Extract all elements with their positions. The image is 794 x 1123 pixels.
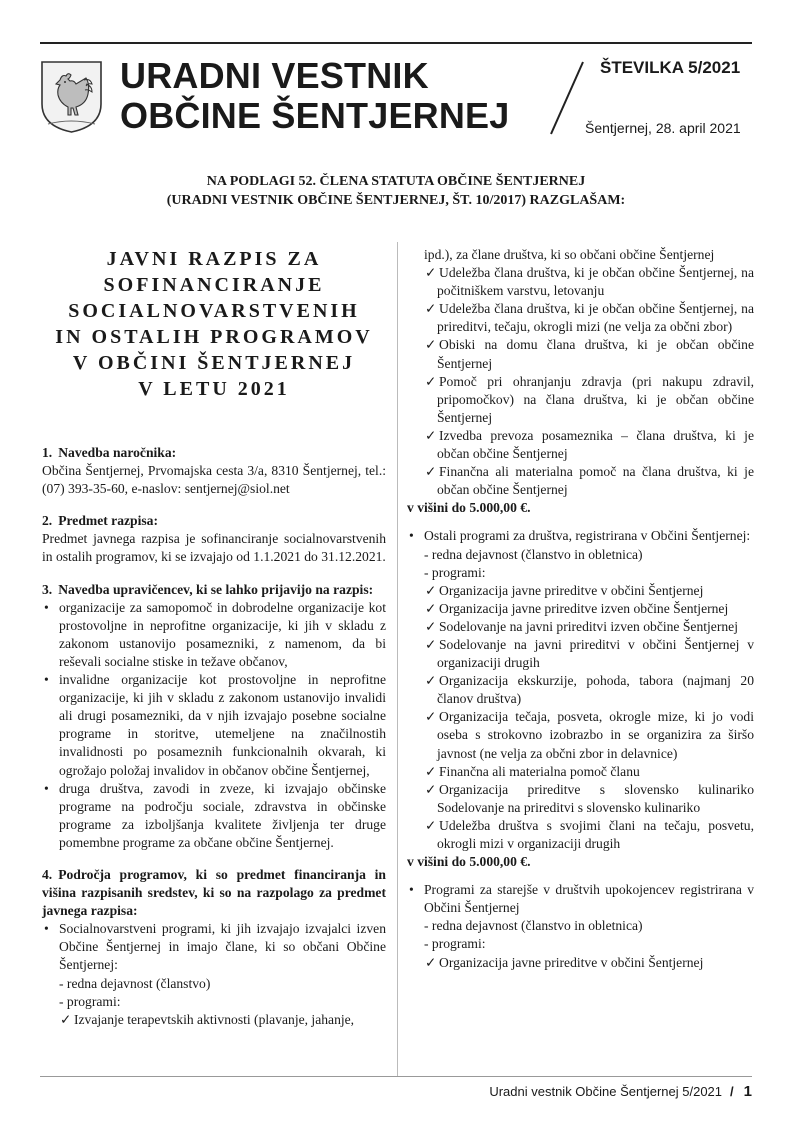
preamble-line-1: NA PODLAGI 52. ČLENA STATUTA OBČINE ŠENTJERNEJ [206, 174, 586, 189]
section-2-title [42, 512, 386, 530]
checklist-item-text: Udeležba društva s svojimi člani na tečaju, posvetu, okrogli mizi v organizaciji drugih [437, 817, 754, 851]
left-column [42, 246, 386, 1029]
section-4 [42, 866, 386, 1029]
checklist-item [407, 373, 754, 427]
heading-line-2: SOFINANCIRANJE [103, 274, 325, 296]
check-mark-icon: ✓ [425, 265, 437, 281]
checklist-item-text: Obiski na domu člana društva, ki je občan občine Šentjernej [437, 337, 754, 371]
section-4-number: 4. [42, 866, 53, 882]
list-item: • invalidne organizacije kot prostovoljne in neprofitne organizacije, ki jih v skladu z zakonom ustanovijo invalidi ali drugi posamezniki, da v njih izvajajo posebne socialne programe in storitve, utemeljene na značilnostih invalidnosti po posameznih funkcionalnih okvarah, ki ogrožajo položaj invalidov in občanov občine Šentjernej, [42, 671, 386, 780]
section-2-title-text: Predmet razpisa: [58, 513, 158, 529]
section-4-title [42, 866, 386, 920]
section-3 [42, 581, 386, 852]
check-mark-icon: ✓ [425, 301, 437, 317]
check-mark-icon: ✓ [425, 954, 437, 970]
checklist-item [407, 763, 754, 781]
program-area-text: Programi za starejše v društvih upokojencev registrirana v Občini Šentjernej [424, 882, 754, 916]
section-2-number: 2. [42, 513, 53, 529]
document-heading [42, 246, 386, 402]
section-2 [42, 512, 386, 566]
checklist-item-text: Organizacija prireditve s slovensko kulinariko Sodelovanje na prireditvi s slovensko kulinariko [437, 781, 754, 815]
checklist-item [407, 618, 754, 636]
check-mark-icon: ✓ [425, 373, 437, 389]
section-2-text: Predmet javnega razpisa je sofinanciranje socialnovarstvenih in ostalih programov, ki se izvajajo od 1.1.2021 do 31.12.2021. [42, 531, 386, 565]
heading-line-3: SOCIALNOVARSTVENIH [68, 300, 360, 322]
heading-line-5: V OBČINI ŠENTJERNEJ [72, 352, 356, 374]
check-mark-icon: ✓ [425, 636, 437, 652]
section-1-number: 1. [42, 445, 53, 460]
checklist-item [407, 781, 754, 817]
checklist-item [407, 600, 754, 618]
heading-line-4: IN OSTALIH PROGRAMOV [55, 326, 373, 348]
amount-2: v višini do 5.000,00 €. [407, 854, 531, 870]
section-3-title [42, 581, 386, 599]
checklist [407, 264, 754, 499]
list-item: • druga društva, zavodi in zveze, ki izvajajo občinske programe na področju sociale, zdravstva in občinske programe za izboljšanja kvalitete življenja ter druge pomembne programe za občane občine Šentjernej. [42, 780, 386, 852]
preamble-line-2: (URADNI VESTNIK OBČINE ŠENTJERNEJ, ŠT. 10/2017) RAZGLAŠAM: [166, 193, 626, 208]
checklist-item-text: Organizacija tečaja, posveta, okrogle mize, ki jo vodi oseba s strokovno izobrazbo in se organizira za širšo javnost (ne velja za občni zbor in delavnice) [437, 709, 754, 761]
check-mark-icon: ✓ [425, 582, 437, 598]
check-mark-icon: ✓ [425, 618, 437, 634]
checklist-item-text: Organizacija javne prireditve v občini Šentjernej [439, 582, 704, 598]
list-item [407, 527, 754, 581]
checklist-item-text: Udeležba člana društva, ki je občan občine Šentjernej, na počitniškem varstvu, letovanju [437, 265, 754, 299]
eligible-applicants-list [42, 599, 386, 852]
page-footer [489, 1083, 752, 1100]
checklist-item-text: Sodelovanje na javni prireditvi izven občine Šentjernej [439, 618, 738, 634]
section-3-title-text: Navedba upravičencev, ki se lahko prijavijo na razpis: [58, 581, 374, 597]
checklist-item-text: Finančna ali materialna pomoč na člana društva, ki je občan občine Šentjernej [437, 464, 754, 498]
check-mark-icon: ✓ [425, 600, 437, 616]
check-mark-icon: ✓ [425, 709, 437, 725]
checklist [407, 582, 754, 853]
footer-publication: Uradni vestnik Občine Šentjernej 5/2021 [489, 1084, 723, 1099]
checklist-item [407, 672, 754, 708]
checklist-item [407, 427, 754, 463]
continued-text: ipd.), za člane društva, ki so občani občine Šentjernej [424, 247, 715, 262]
checklist [407, 954, 754, 972]
checklist-item-text: Sodelovanje na javni prireditvi v občini Šentjernej v organizaciji drugih [437, 636, 754, 671]
sub-item: - programi: [424, 564, 486, 580]
check-mark-icon: ✓ [425, 817, 437, 833]
check-mark-icon: ✓ [425, 673, 437, 689]
checklist-item-text: Organizacija ekskurzije, pohoda, tabora (najmanj 20 članov društva) [437, 673, 754, 707]
program-areas-list [42, 920, 386, 1010]
page-number: 1 [743, 1083, 752, 1100]
checklist-item-text: Udeležba člana društva, ki je občan občine Šentjernej, na prireditvi, tečaju, okrogli mizi (ne velja za občni zbor) [437, 301, 754, 335]
program-area-text: Ostali programi za društva, registrirana v Občini Šentjernej: [424, 528, 751, 544]
footer-rule [40, 1076, 752, 1077]
issue-number: ŠTEVILKA 5/2021 [600, 58, 741, 77]
check-mark-icon: ✓ [425, 763, 437, 779]
checklist-item-text: Finančna ali materialna pomoč članu [439, 763, 640, 779]
footer-separator: / [730, 1084, 734, 1099]
issue-date: Šentjernej, 28. april 2021 [585, 120, 741, 136]
sub-item: - redna dejavnost (članstvo) [59, 975, 211, 991]
checklist-item [407, 463, 754, 499]
heading-line-1: JAVNI RAZPIS ZA [106, 248, 322, 270]
list-item: • organizacije za samopomoč in dobrodelne organizacije kot prostovoljne in neprofitne organizacije, ki jih v skladu z zakonom ustanovijo posamezniki, z namenom, da bi reševali socialne stiske in težave občanov, [42, 599, 386, 671]
column-divider [397, 242, 398, 1077]
checklist-item-text: Izvajanje terapevtskih aktivnosti (plavanje, jahanje, [74, 1011, 355, 1027]
sub-item: - redna dejavnost (članstvo in obletnica) [424, 546, 643, 562]
section-1-title-text: Navedba naročnika: [58, 445, 177, 460]
sub-item: - programi: [59, 993, 121, 1009]
title-line-1: URADNI VESTNIK [120, 55, 429, 96]
check-mark-icon: ✓ [425, 781, 437, 797]
checklist-item [407, 264, 754, 300]
check-mark-icon: ✓ [425, 464, 437, 480]
section-3-number: 3. [42, 581, 53, 597]
sub-item: - redna dejavnost (članstvo in obletnica) [424, 918, 643, 934]
checklist-item [407, 336, 754, 372]
checklist-item [42, 1011, 386, 1029]
program-area-text: Socialnovarstveni programi, ki jih izvajajo izvajalci izven Občine Šentjernej in imajo člane, ki so občani Občine Šentjernej: [59, 921, 386, 973]
section-1 [42, 444, 386, 498]
title-line-2: OBČINE ŠENTJERNEJ [120, 95, 510, 136]
checklist-item [407, 636, 754, 672]
right-column [407, 246, 754, 972]
publication-title [120, 56, 510, 136]
list-item [42, 920, 386, 1010]
checklist-item-text: Organizacija javne prireditve izven občine Šentjernej [439, 600, 729, 616]
list-item [407, 881, 754, 953]
section-1-title [42, 444, 386, 462]
checklist-item-text: Organizacija javne prireditve v občini Šentjernej [439, 954, 704, 970]
checklist-item-text: Izvedba prevoza posameznika – člana društva, ki je občan občine Šentjernej [437, 427, 754, 462]
top-rule [40, 42, 752, 44]
program-areas-list-cont [407, 527, 754, 581]
rooster-coat-of-arms-icon [40, 60, 103, 134]
check-mark-icon: ✓ [60, 1011, 72, 1027]
section-1-text: Občina Šentjernej, Prvomajska cesta 3/a, 8310 Šentjernej, tel.: (07) 393-35-60, e-naslov: sentjernej@siol.net [42, 463, 386, 497]
section-4-title-text: Področja programov, ki so predmet financiranja in višina razpisanih sredstev, ki so na razpolago za predmet javnega razpisa: [42, 866, 386, 919]
heading-line-6: V LETU 2021 [138, 378, 290, 400]
program-areas-list-cont-2 [407, 881, 754, 953]
checklist-item [407, 708, 754, 762]
checklist-item [407, 954, 754, 972]
check-mark-icon: ✓ [425, 337, 437, 353]
amount-1: v višini do 5.000,00 €. [407, 500, 531, 516]
sub-item: - programi: [424, 936, 486, 952]
checklist-item [407, 817, 754, 853]
preamble [40, 172, 752, 210]
checklist-item-text: Pomoč pri ohranjanju zdravja (pri nakupu zdravil, pripomočkov) na člana društva, ki je občan občine Šentjernej [437, 373, 754, 425]
masthead-slash [547, 60, 587, 136]
checklist-item [407, 582, 754, 600]
checklist-item [407, 300, 754, 336]
check-mark-icon: ✓ [425, 427, 437, 443]
